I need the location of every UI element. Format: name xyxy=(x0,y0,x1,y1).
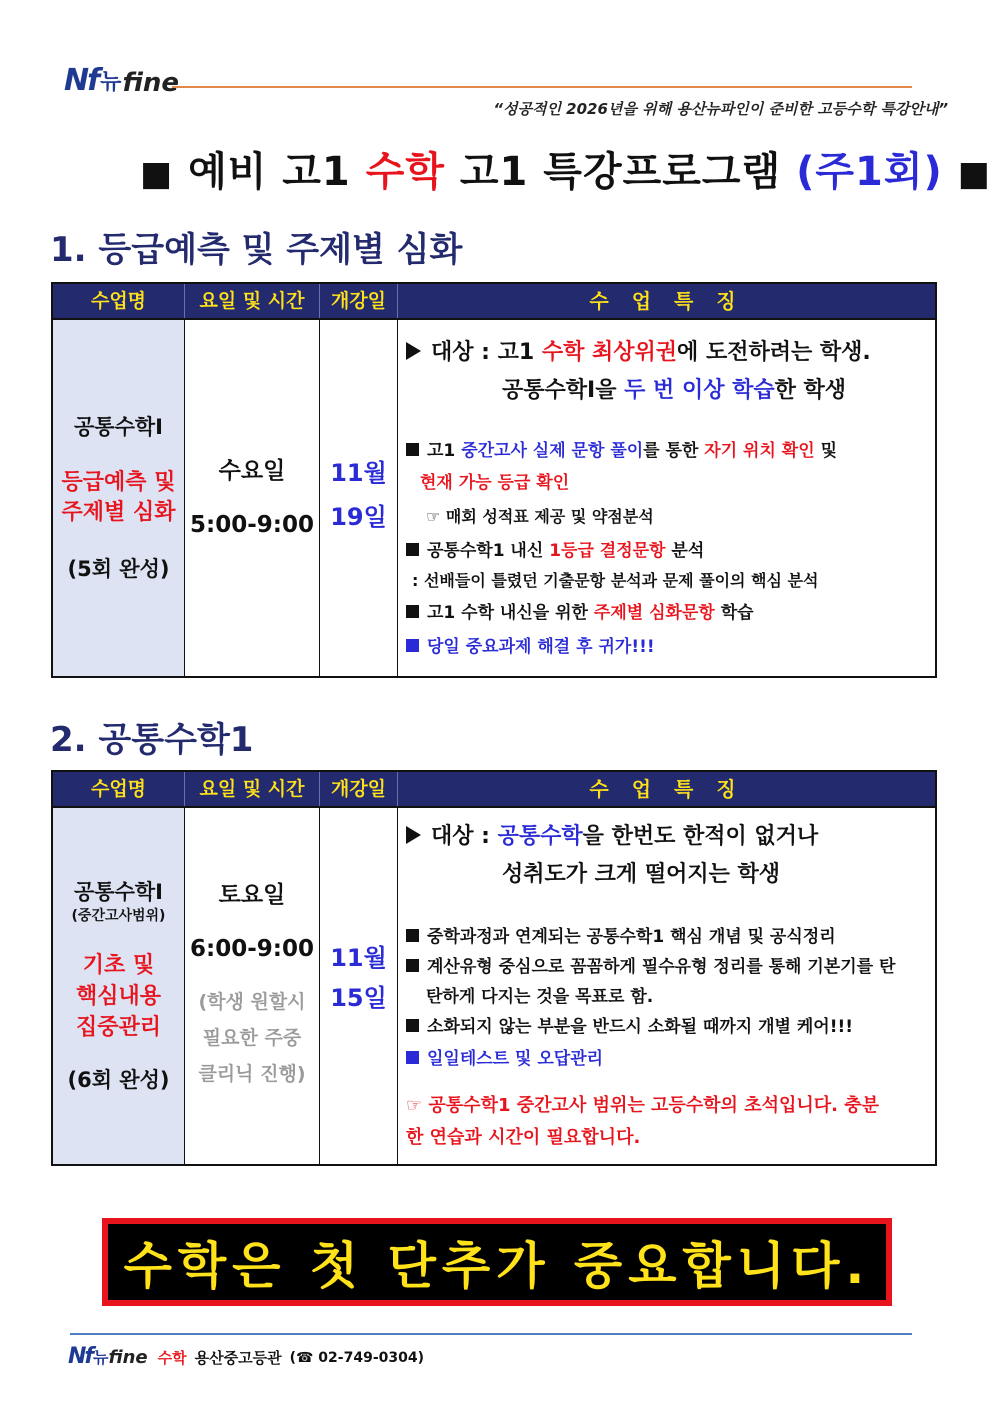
square-bullet-icon xyxy=(406,1019,419,1032)
course-subtitle-line1: 등급예측 및 xyxy=(61,470,176,495)
f2-red: 1등급 결정문항 xyxy=(549,541,666,561)
clinic-line2: 필요한 주중 xyxy=(202,1027,302,1049)
target-text2: 한 학생 xyxy=(774,378,847,403)
title-subject: 수학 xyxy=(365,149,445,195)
f1-b: 를 통한 xyxy=(643,441,699,461)
title-part1: 예비 고1 xyxy=(188,149,351,195)
target-line2 xyxy=(502,376,846,406)
f3-text: 소화되지 않는 부분을 반드시 소화될 때까지 개별 케어!!! xyxy=(427,1017,853,1037)
title-square-left: ■ xyxy=(140,154,174,194)
clinic-line3: 클리닉 진행) xyxy=(198,1063,306,1085)
target-course: 공통수학Ⅰ을 xyxy=(502,378,617,403)
square-bullet-icon xyxy=(406,639,419,652)
feature-item xyxy=(406,436,837,466)
slogan: “성공적인 2026년을 위해 용산뉴파인이 준비한 고등수학 특강안내” xyxy=(493,100,948,118)
section1-table xyxy=(51,282,937,678)
start-day: 15일 xyxy=(330,984,387,1012)
title-part2: 고1 특강프로그램 xyxy=(459,149,782,195)
f2-note: : 선배들이 틀렸던 기출문항 분석과 문제 풀이의 핵심 분석 xyxy=(412,571,819,590)
feature-item xyxy=(406,1044,603,1074)
section2-table xyxy=(51,770,937,1166)
target-line1 xyxy=(406,822,818,852)
table-row xyxy=(53,318,935,676)
target-line1 xyxy=(406,338,871,368)
square-bullet-icon xyxy=(406,929,419,942)
header-start: 개강일 xyxy=(320,772,398,806)
table-header xyxy=(53,772,935,806)
header-name: 수업명 xyxy=(53,772,185,806)
f2-a: 공통수학1 내신 xyxy=(427,541,544,561)
footer-subject: 수학 xyxy=(157,1349,187,1367)
note-line2: 한 연습과 시간이 필요합니다. xyxy=(406,1127,641,1148)
course-name: 공통수학Ⅰ xyxy=(74,879,163,904)
f1-note: ☞ 매회 성적표 제공 및 약점분석 xyxy=(426,507,654,526)
start-date-cell xyxy=(320,808,398,1164)
feature-item xyxy=(406,952,895,982)
header-features: 수 업 특 징 xyxy=(589,289,744,313)
target-label: 대상 : xyxy=(431,824,490,849)
course-range: (중간고사범위) xyxy=(71,907,166,924)
page-title xyxy=(140,140,991,197)
f1-red2: 현재 가능 등급 확인 xyxy=(420,473,570,493)
target-text1: 에 도전하려는 학생. xyxy=(677,340,871,365)
course-name-cell xyxy=(53,808,185,1164)
header-divider xyxy=(172,86,912,88)
target-course: 공통수학 xyxy=(497,824,583,849)
table-row xyxy=(53,806,935,1164)
square-bullet-icon xyxy=(406,443,419,456)
section1-heading: 1. 등급예측 및 주제별 심화 xyxy=(50,230,463,270)
footer-phone: (☎ 02-749-0304) xyxy=(289,1350,424,1366)
class-time: 5:00-9:00 xyxy=(190,512,314,538)
footer-logo-fine: fine xyxy=(108,1347,148,1368)
footer-divider xyxy=(70,1333,912,1335)
footer-logo-mark: Nf xyxy=(68,1344,92,1369)
f2-line1: 계산유형 중심으로 꼼꼼하게 필수유형 정리를 통해 기본기를 탄 xyxy=(427,957,896,977)
square-bullet-icon xyxy=(406,605,419,618)
logo-mark: Nf xyxy=(64,63,99,98)
f3-a: 고1 수학 내신을 위한 xyxy=(427,603,588,623)
f1-red: 자기 위치 확인 xyxy=(704,441,815,461)
feature-item xyxy=(406,632,655,662)
header-features: 수 업 특 징 xyxy=(589,777,744,801)
target-line2: 성취도가 크게 떨어지는 학생 xyxy=(502,862,781,887)
target-level: 수학 최상위권 xyxy=(541,340,678,365)
features-cell xyxy=(398,320,935,676)
note-line1: ☞ 공통수학1 중간고사 범위는 고등수학의 초석입니다. 충분 xyxy=(406,1095,880,1116)
start-month: 11월 xyxy=(330,459,387,487)
f2-b: 분석 xyxy=(671,541,705,561)
f2-line2: 탄하게 다지는 것을 목표로 함. xyxy=(426,987,654,1007)
course-subtitle-line2: 핵심내용 xyxy=(75,983,161,1009)
feature-item xyxy=(406,1012,853,1042)
square-bullet-icon xyxy=(406,1051,419,1064)
course-subtitle-line1: 기초 및 xyxy=(82,952,155,978)
banner-inner xyxy=(108,1224,886,1300)
header-name: 수업명 xyxy=(53,284,185,318)
target-study: 학습 xyxy=(732,378,775,403)
feature-item xyxy=(406,536,704,566)
feature-item xyxy=(406,598,754,628)
clinic-line1: (학생 원할시 xyxy=(198,991,306,1013)
schedule-cell xyxy=(185,320,320,676)
triangle-bullet-icon xyxy=(406,342,421,360)
square-bullet-icon xyxy=(406,543,419,556)
logo-fine: fine xyxy=(122,68,180,98)
header-time: 요일 및 시간 xyxy=(185,284,320,318)
start-day: 19일 xyxy=(330,503,387,531)
f4-blue: 당일 중요과제 해결 후 귀가!!! xyxy=(427,637,655,657)
course-sessions: (5회 완성) xyxy=(67,557,170,581)
header-time: 요일 및 시간 xyxy=(185,772,320,806)
target-text1: 을 한번도 한적이 없거나 xyxy=(582,824,819,849)
footer-logo-korean: 뉴 xyxy=(92,1348,109,1367)
feature-item xyxy=(406,922,836,952)
start-month: 11월 xyxy=(330,944,387,972)
slogan-banner xyxy=(102,1218,892,1306)
course-subtitle-line3: 집중관리 xyxy=(75,1014,161,1040)
f1-a: 고1 xyxy=(427,441,456,461)
banner-text: 수학은 첫 단추가 중요합니다. xyxy=(123,1237,871,1295)
class-time: 6:00-9:00 xyxy=(190,936,314,962)
schedule-cell xyxy=(185,808,320,1164)
footer-academy: 용산중고등관 xyxy=(194,1349,282,1367)
course-name: 공통수학Ⅰ xyxy=(74,415,163,439)
footer xyxy=(68,1346,424,1368)
header-start: 개강일 xyxy=(320,284,398,318)
triangle-bullet-icon xyxy=(406,826,421,844)
target-label: 대상 : xyxy=(431,340,490,365)
course-name-cell xyxy=(53,320,185,676)
features-cell xyxy=(398,808,935,1164)
course-subtitle-line2: 주제별 심화 xyxy=(61,500,176,525)
title-frequency: (주1회) xyxy=(796,149,943,195)
target-times: 두 번 이상 xyxy=(624,378,725,403)
f3-b: 학습 xyxy=(720,603,754,623)
square-bullet-icon xyxy=(406,959,419,972)
start-date-cell xyxy=(320,320,398,676)
f4-blue: 일일테스트 및 오답관리 xyxy=(427,1049,604,1069)
f3-red: 주제별 심화문항 xyxy=(593,603,715,623)
logo-korean: 뉴 xyxy=(100,70,122,95)
table-header xyxy=(53,284,935,318)
f1-highlight: 중간고사 실제 문항 풀이 xyxy=(461,441,644,461)
course-sessions: (6회 완성) xyxy=(67,1067,170,1092)
title-square-right: ■ xyxy=(957,154,991,194)
class-day: 수요일 xyxy=(218,458,286,484)
section2-heading: 2. 공통수학1 xyxy=(50,720,254,760)
brand-logo xyxy=(64,60,179,96)
target-grade: 고1 xyxy=(497,340,535,365)
f1-text: 중학과정과 연계되는 공통수학1 핵심 개념 및 공식정리 xyxy=(427,927,836,947)
f1-c: 및 xyxy=(820,441,838,461)
class-day: 토요일 xyxy=(218,882,286,908)
